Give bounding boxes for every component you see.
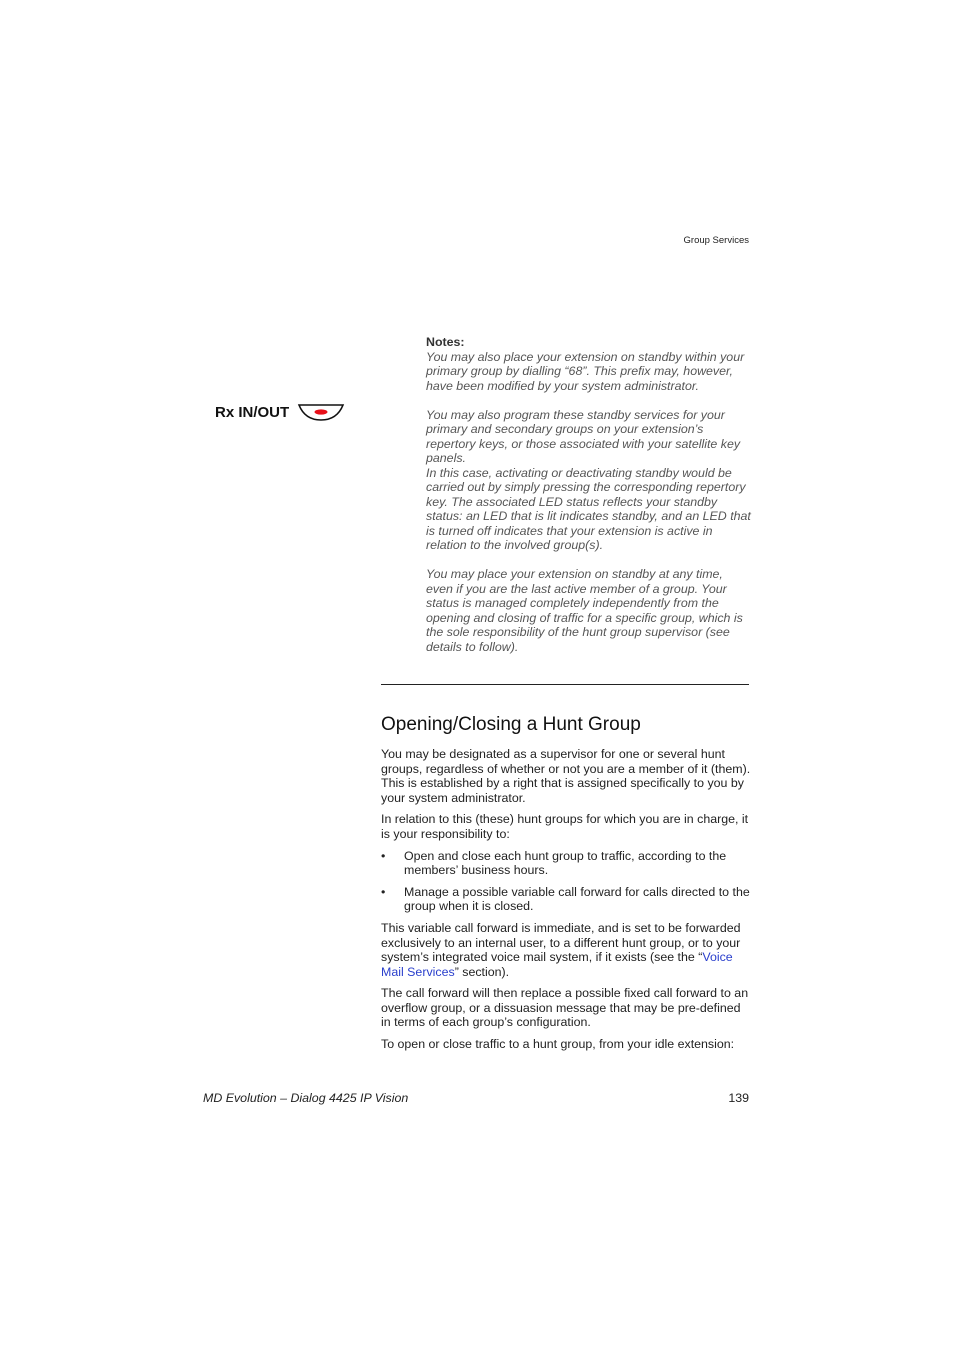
notes-paragraph: You may also program these standby services for your primary and secondary groups on your extension’s repertory keys, or those associated with your satellite key panels.	[426, 407, 741, 465]
oval-key-icon	[297, 402, 345, 422]
list-item	[381, 849, 753, 878]
notes-title: Notes:	[426, 335, 465, 349]
bullet-icon: •	[381, 884, 386, 899]
notes-paragraph: You may also place your extension on standby within your primary group by dialling “68”. This prefix may, however, have been modified by your system administrator.	[426, 349, 745, 393]
section-divider	[381, 684, 749, 685]
forward-text-end: ” section).	[454, 964, 510, 979]
footer-document-title: MD Evolution – Dialog 4425 IP Vision	[203, 1091, 409, 1105]
notes-paragraph: You may place your extension on standby at any time, even if you are the last active member of a group. Your status is managed completely independently from the opening and closing of traffic for a specific group, which is the sole responsibility of the hunt group supervisor (see details to follow).	[426, 567, 743, 654]
list-item-text: Manage a possible variable call forward for calls directed to the group when it is closed.	[404, 884, 750, 914]
notes-paragraph: In this case, activating or deactivating standby would be carried out by simply pressing the corresponding repertory key. The associated LED status reflects your standby status: an LED that is lit indicates standby, and an LED that is turned off indicates that your extension is active in relation to the involved group(s).	[426, 465, 751, 552]
body-paragraph: The call forward will then replace a possible fixed call forward to an overflow group, or a dissuasion message that may be pre-defined in terms of each group’s configuration.	[381, 986, 749, 1030]
list-item-text: Open and close each hunt group to traffic, according to the members’ business hours.	[404, 848, 727, 878]
body-paragraph: To open or close traffic to a hunt group, from your idle extension:	[381, 1037, 735, 1052]
forward-text: This variable call forward is immediate, and is set to be forwarded exclusively to an internal user, to a different hunt group, or to your system’s integrated voice mail system, if it exists (see the “	[381, 921, 741, 965]
key-label: Rx IN/OUT	[215, 403, 290, 421]
page-number: 139	[728, 1091, 749, 1105]
body-paragraph: In relation to this (these) hunt groups for which you are in charge, it is your responsibility to:	[381, 812, 749, 841]
key-instruction	[215, 402, 345, 422]
notes-block	[426, 335, 751, 654]
section-body	[381, 747, 753, 1059]
list-item	[381, 885, 753, 914]
bullet-icon: •	[381, 848, 386, 863]
body-paragraph: You may be designated as a supervisor for one or several hunt groups, regardless of whether or not you are a member of it (them). This is established by a right that is assigned specifically to you by your system administrator.	[381, 747, 751, 805]
key-red-indicator	[315, 409, 328, 414]
responsibility-list	[381, 849, 753, 914]
voice-mail-services-link[interactable]: Voice Mail Services	[381, 950, 733, 979]
section-heading: Opening/Closing a Hunt Group	[381, 714, 641, 735]
body-paragraph	[381, 921, 753, 979]
running-header: Group Services	[683, 235, 749, 246]
